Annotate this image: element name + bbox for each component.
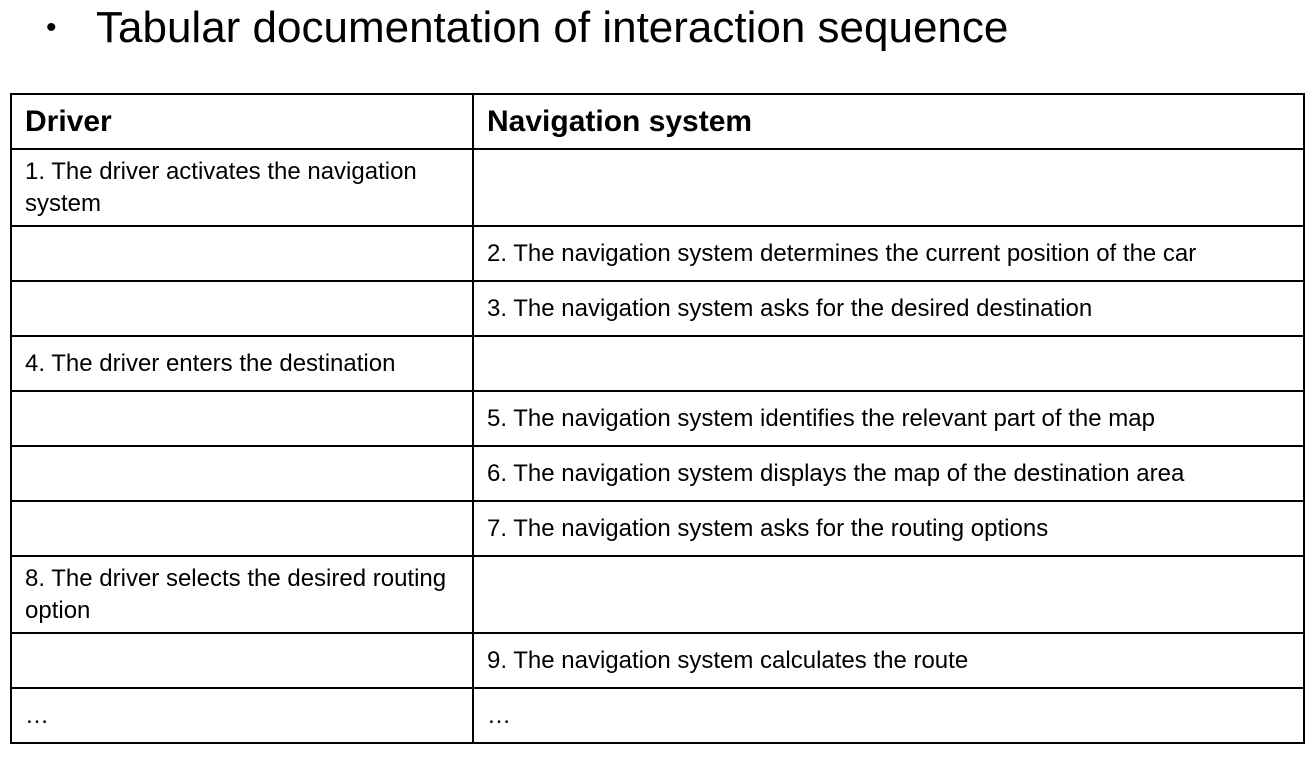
driver-cell: 8. The driver selects the desired routing option — [11, 556, 473, 633]
table-row — [11, 501, 1304, 556]
table-row — [11, 336, 1304, 391]
driver-cell — [11, 281, 473, 336]
table-row — [11, 446, 1304, 501]
navigation-cell: 5. The navigation system identifies the relevant part of the map — [473, 391, 1304, 446]
navigation-cell: 6. The navigation system displays the map of the destination area — [473, 446, 1304, 501]
interaction-sequence-table — [10, 93, 1305, 744]
navigation-cell: … — [473, 688, 1304, 743]
navigation-cell: 7. The navigation system asks for the routing options — [473, 501, 1304, 556]
navigation-cell — [473, 556, 1304, 633]
driver-cell: 4. The driver enters the destination — [11, 336, 473, 391]
driver-cell: 1. The driver activates the navigation system — [11, 149, 473, 226]
page-title: Tabular documentation of interaction sequence — [96, 3, 1009, 52]
driver-cell — [11, 633, 473, 688]
navigation-cell: 2. The navigation system determines the current position of the car — [473, 226, 1304, 281]
table-header-row — [11, 94, 1304, 149]
table-row — [11, 633, 1304, 688]
driver-cell — [11, 501, 473, 556]
table-row — [11, 391, 1304, 446]
bullet-marker: • — [46, 11, 57, 44]
driver-cell: … — [11, 688, 473, 743]
table-row — [11, 688, 1304, 743]
navigation-cell — [473, 149, 1304, 226]
driver-cell — [11, 226, 473, 281]
navigation-cell: 9. The navigation system calculates the route — [473, 633, 1304, 688]
column-header-navigation-system: Navigation system — [473, 94, 1304, 149]
table-row — [11, 226, 1304, 281]
navigation-cell: 3. The navigation system asks for the desired destination — [473, 281, 1304, 336]
driver-cell — [11, 446, 473, 501]
table-row — [11, 556, 1304, 633]
column-header-driver: Driver — [11, 94, 473, 149]
table-row — [11, 149, 1304, 226]
driver-cell — [11, 391, 473, 446]
table-row — [11, 281, 1304, 336]
slide-heading — [46, 2, 1008, 54]
navigation-cell — [473, 336, 1304, 391]
